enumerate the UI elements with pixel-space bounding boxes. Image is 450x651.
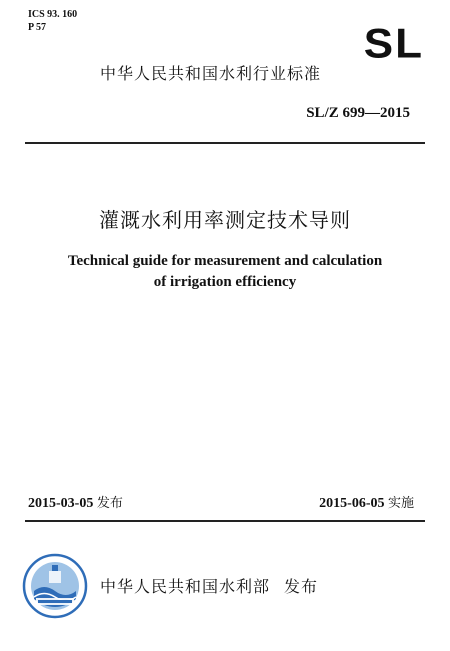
classification-code: P 57 (28, 22, 47, 33)
title-english-line1: Technical guide for measurement and calculation (67, 253, 383, 269)
ics-code: ICS 93. 160 (28, 9, 78, 20)
issue-date-block (28, 495, 123, 513)
ministry-emblem-icon (22, 553, 88, 619)
publisher-line (100, 577, 318, 597)
title-english-line2: of irrigation efficiency (153, 274, 297, 290)
issue-date: 2015-03-05 (28, 496, 94, 511)
implementation-label: 实施 (387, 496, 414, 511)
publisher-name: 中华人民共和国水利部 (100, 577, 271, 596)
standard-number: SL/Z 699—2015 (306, 105, 410, 121)
implementation-date: 2015-06-05 (319, 496, 385, 511)
implementation-date-block (319, 495, 414, 513)
publisher-action: 发布 (284, 577, 319, 596)
title-chinese: 灌溉水利用率测定技术导则 (99, 208, 351, 232)
issue-label: 发布 (96, 496, 123, 511)
standard-type: 中华人民共和国水利行业标准 (100, 64, 322, 83)
sl-logo: SL (363, 20, 424, 67)
top-divider (25, 142, 425, 144)
title-english (0, 251, 450, 293)
bottom-divider (25, 520, 425, 522)
